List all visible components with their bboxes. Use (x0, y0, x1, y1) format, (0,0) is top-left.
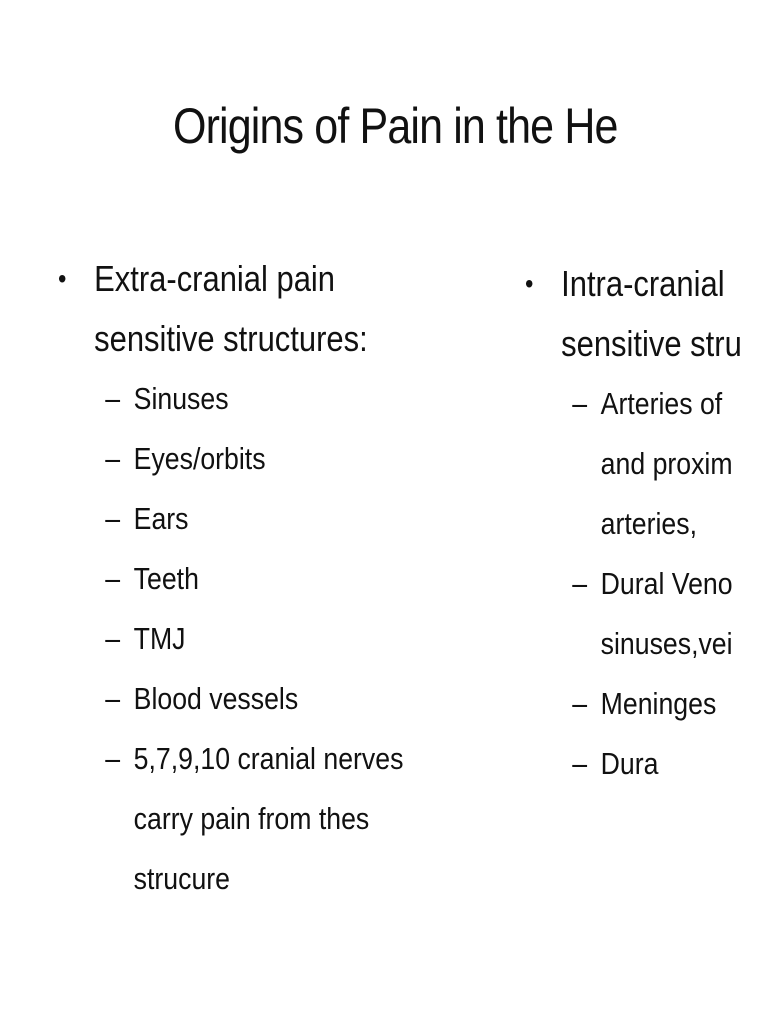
list-item-text: Arteries of (600, 386, 723, 421)
intra-cranial-list (525, 374, 768, 794)
bullet-icon: • (58, 263, 67, 294)
dash-icon: – (105, 561, 121, 596)
dash-icon: – (572, 566, 588, 601)
list-item-text: TMJ (133, 621, 186, 656)
list-item-text: arteries, (600, 506, 697, 541)
list-item (525, 734, 768, 794)
list-item-text: Teeth (133, 561, 199, 596)
list-item-text: Eyes/orbits (133, 441, 266, 476)
dash-icon: – (572, 386, 588, 421)
dash-icon: – (105, 741, 121, 776)
list-item (58, 429, 581, 489)
list-item (58, 609, 581, 669)
dash-icon: – (105, 441, 121, 476)
list-item-text: Dural Veno (600, 566, 733, 601)
bullet-intra-cranial (525, 254, 768, 374)
list-item-text: Ears (133, 501, 189, 536)
list-item (525, 554, 768, 674)
bullet-line: Extra-cranial pain (94, 258, 336, 299)
dash-icon: – (572, 686, 588, 721)
list-item-text: Blood vessels (133, 681, 299, 716)
list-item-text: and proxim (600, 446, 733, 481)
slide-title: Origins of Pain in the He (173, 98, 618, 154)
bullet-extra-cranial (58, 249, 541, 369)
dash-icon: – (105, 621, 121, 656)
dash-icon: – (105, 381, 121, 416)
list-item-text: Sinuses (133, 381, 229, 416)
list-item-text: sinuses,vei (600, 626, 733, 661)
list-item (525, 674, 768, 734)
dash-icon: – (572, 746, 588, 781)
list-item-text: 5,7,9,10 cranial nerves (133, 741, 404, 776)
right-column (525, 254, 768, 794)
list-item (58, 669, 581, 729)
dash-icon: – (105, 501, 121, 536)
bullet-line: sensitive structures: (94, 318, 368, 359)
dash-icon: – (105, 681, 121, 716)
bullet-line: sensitive stru (561, 323, 742, 364)
list-item (58, 549, 581, 609)
list-item-text: carry pain from thes (133, 801, 370, 836)
list-item (525, 374, 768, 554)
list-item (58, 489, 581, 549)
list-item-text: strucure (133, 861, 230, 896)
bullet-icon: • (525, 268, 534, 299)
list-item (58, 369, 581, 429)
bullet-line: Intra-cranial (561, 263, 725, 304)
list-item-text: Dura (600, 746, 659, 781)
list-item-text: Meninges (600, 686, 717, 721)
list-item (58, 729, 581, 909)
